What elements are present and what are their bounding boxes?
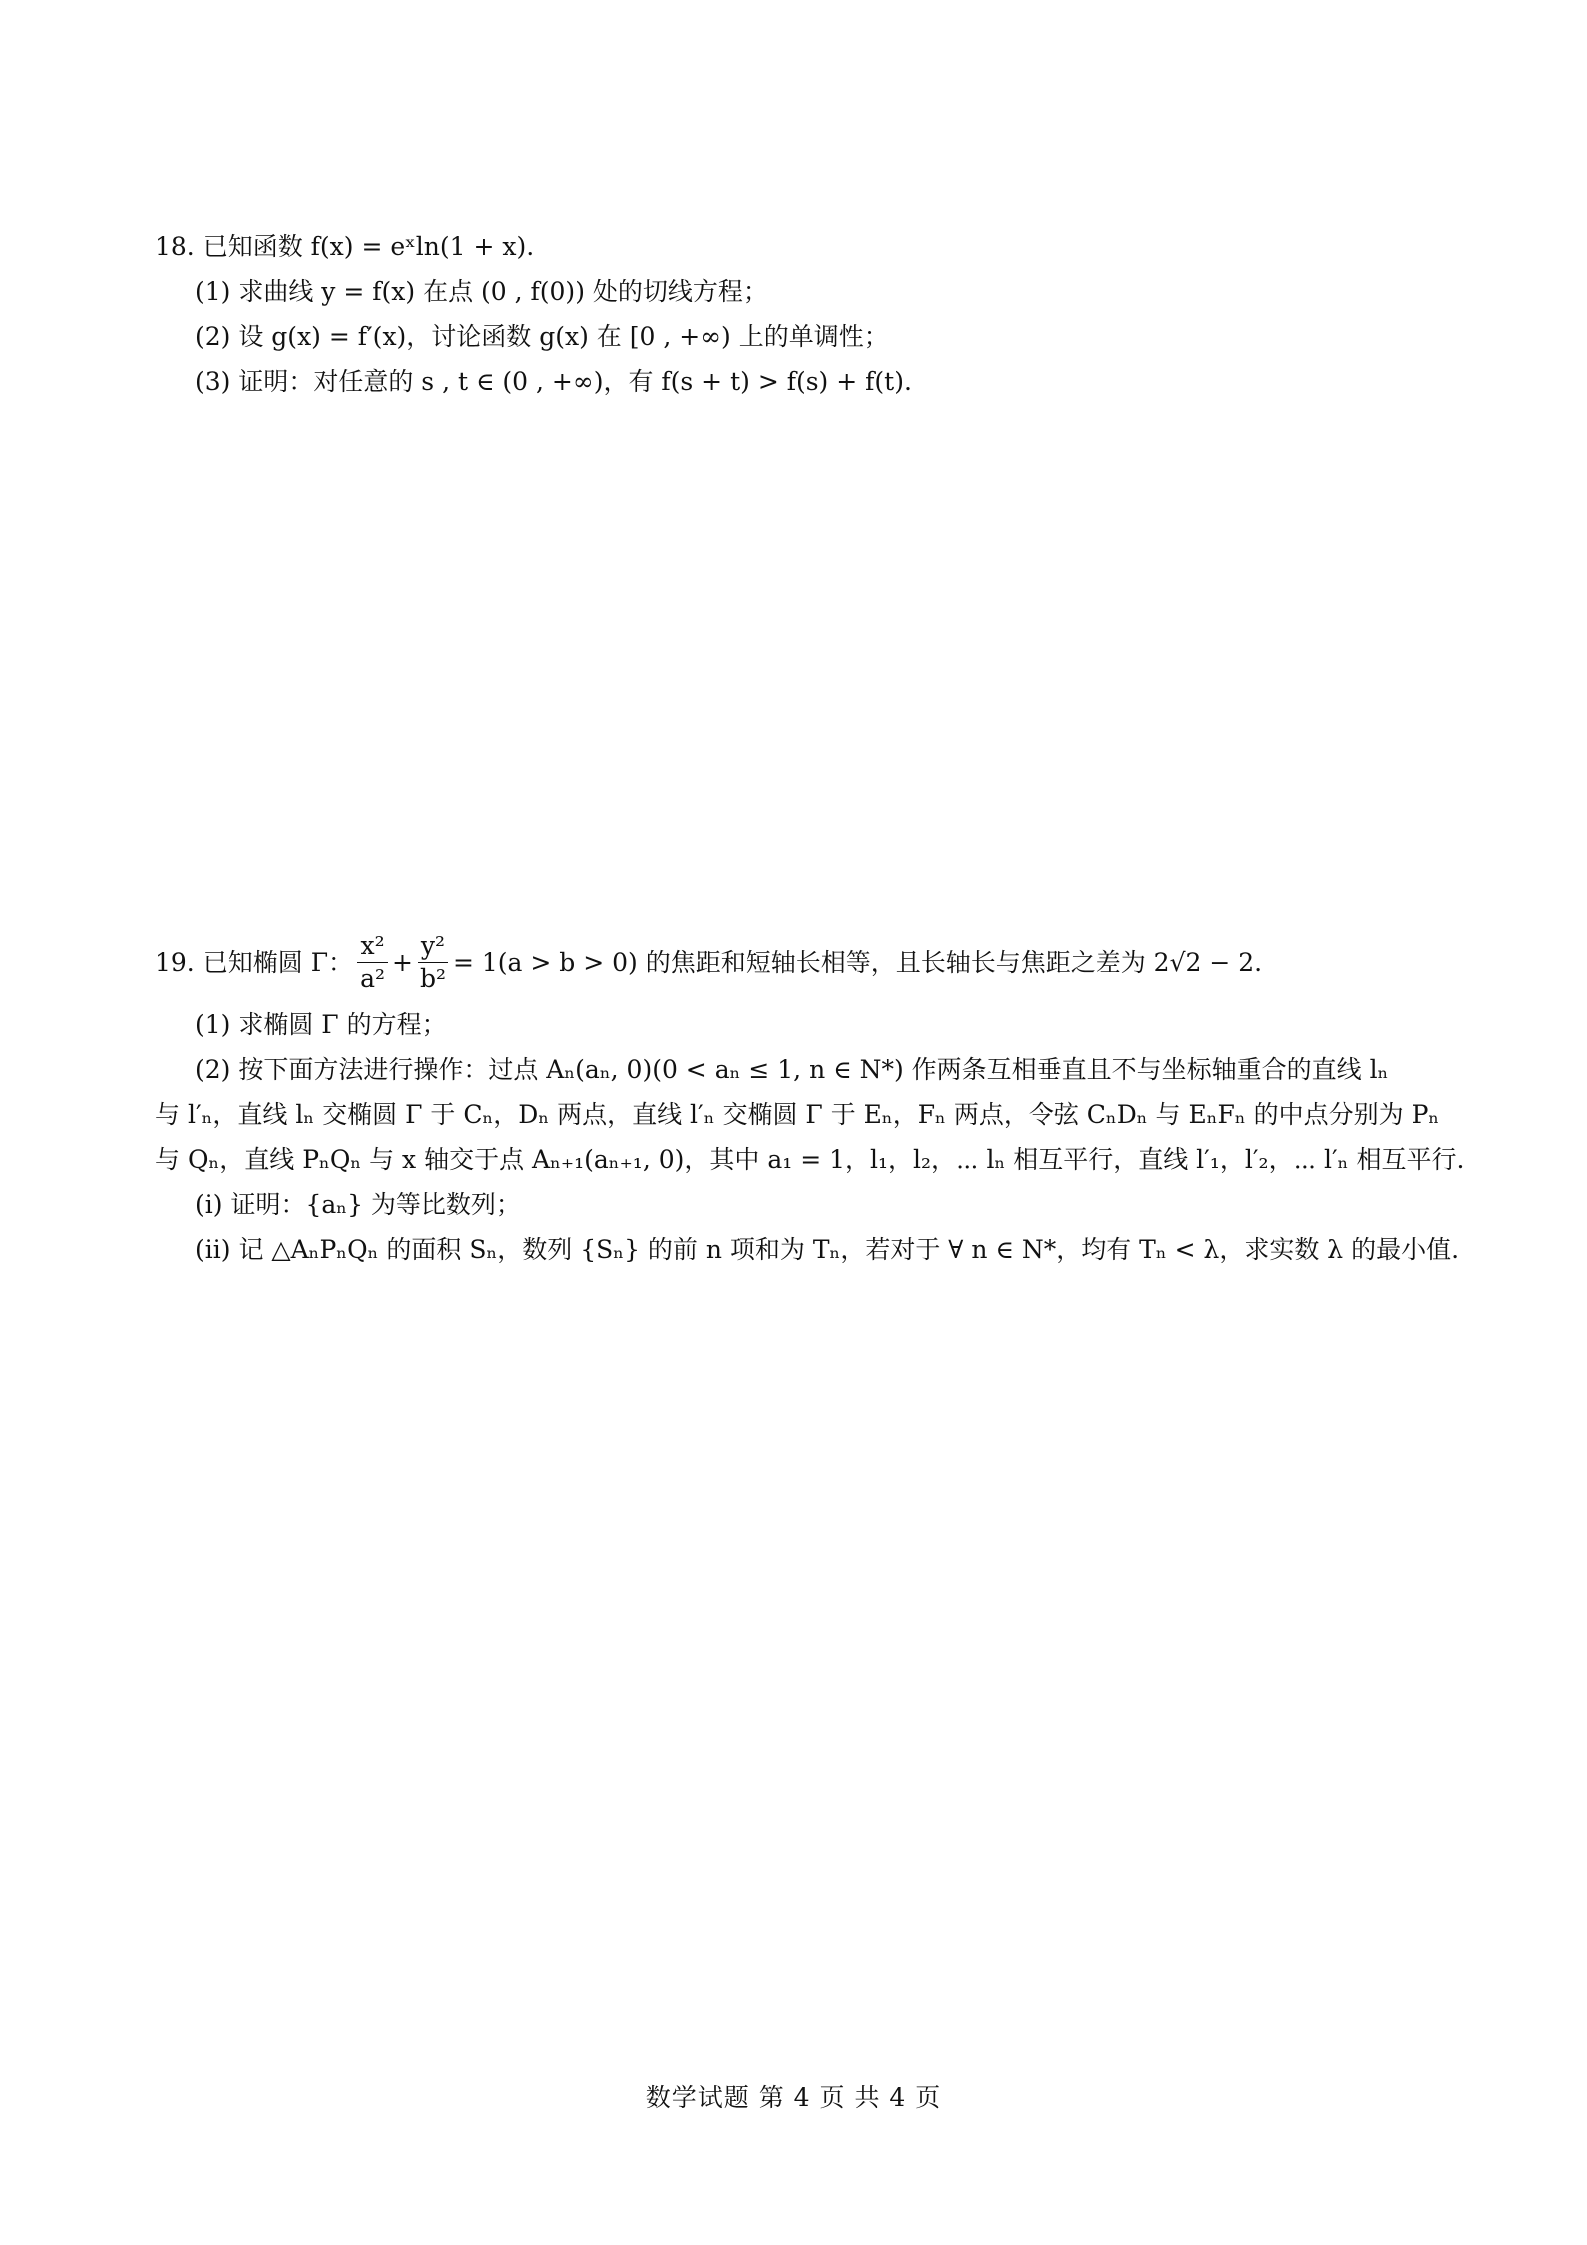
- problem-18-stem-text: 已知函数 f(x) = eˣln(1 + x).: [202, 232, 535, 261]
- problem-19-stem: [155, 922, 1445, 1002]
- problem-18-stem: [155, 224, 1445, 269]
- fraction-x-denominator: a²: [360, 963, 385, 993]
- page-footer: 数学试题 第 4 页 共 4 页: [645, 2083, 942, 2112]
- problem-18-number: 18.: [155, 232, 195, 261]
- problem-19-part-2-line-1: (2) 按下面方法进行操作：过点 Aₙ(aₙ, 0)(0 < aₙ ≤ 1, n ∈ N*) 作两条互相垂直且不与坐标轴重合的直线 lₙ: [195, 1055, 1389, 1084]
- problem-18-part-3: (3) 证明：对任意的 s , t ∈ (0 , +∞)，有 f(s + t) > f(s) + f(t).: [195, 367, 912, 396]
- ellipse-fraction-x: [357, 932, 388, 992]
- problem-19-stem-prefix: 已知椭圆 Γ：: [202, 947, 354, 977]
- problem-19-sub-ii: (ii) 记 △AₙPₙQₙ 的面积 Sₙ，数列 {Sₙ} 的前 n 项和为 Tₙ，若对于 ∀ n ∈ N*，均有 Tₙ < λ，求实数 λ 的最小值.: [195, 1235, 1460, 1264]
- problem-19-number: 19.: [155, 947, 195, 977]
- problem-18-part-1: (1) 求曲线 y = f(x) 在点 (0 , f(0)) 处的切线方程；: [195, 277, 768, 306]
- fraction-y-numerator: y²: [418, 932, 448, 963]
- problem-19-part-1: (1) 求椭圆 Γ 的方程；: [195, 1010, 447, 1039]
- fraction-plus-sign: +: [392, 947, 413, 977]
- fraction-x-numerator: x²: [357, 932, 387, 963]
- problem-19-stem-suffix: = 1(a > b > 0) 的焦距和短轴长相等，且长轴长与焦距之差为 2√2 − 2.: [452, 947, 1263, 977]
- problem-19: [155, 922, 1465, 1272]
- problem-18-part-2: (2) 设 g(x) = f′(x)，讨论函数 g(x) 在 [0 , +∞) 上的单调性；: [195, 322, 889, 351]
- problem-19-part-2-line-2: 与 l′ₙ，直线 lₙ 交椭圆 Γ 于 Cₙ，Dₙ 两点，直线 l′ₙ 交椭圆 Γ 于 Eₙ，Fₙ 两点，令弦 CₙDₙ 与 EₙFₙ 的中点分别为 Pₙ: [155, 1100, 1440, 1129]
- problem-18: [155, 224, 1445, 404]
- problem-19-part-2-line-3: 与 Qₙ，直线 PₙQₙ 与 x 轴交于点 Aₙ₊₁(aₙ₊₁, 0)，其中 a₁ = 1，l₁，l₂，⋯ lₙ 相互平行，直线 l′₁，l′₂，⋯ l′ₙ 相互平行.: [155, 1145, 1465, 1174]
- ellipse-fraction-y: [417, 932, 449, 992]
- problem-19-sub-i: (i) 证明：{aₙ} 为等比数列；: [195, 1190, 521, 1219]
- fraction-y-denominator: b²: [419, 963, 446, 993]
